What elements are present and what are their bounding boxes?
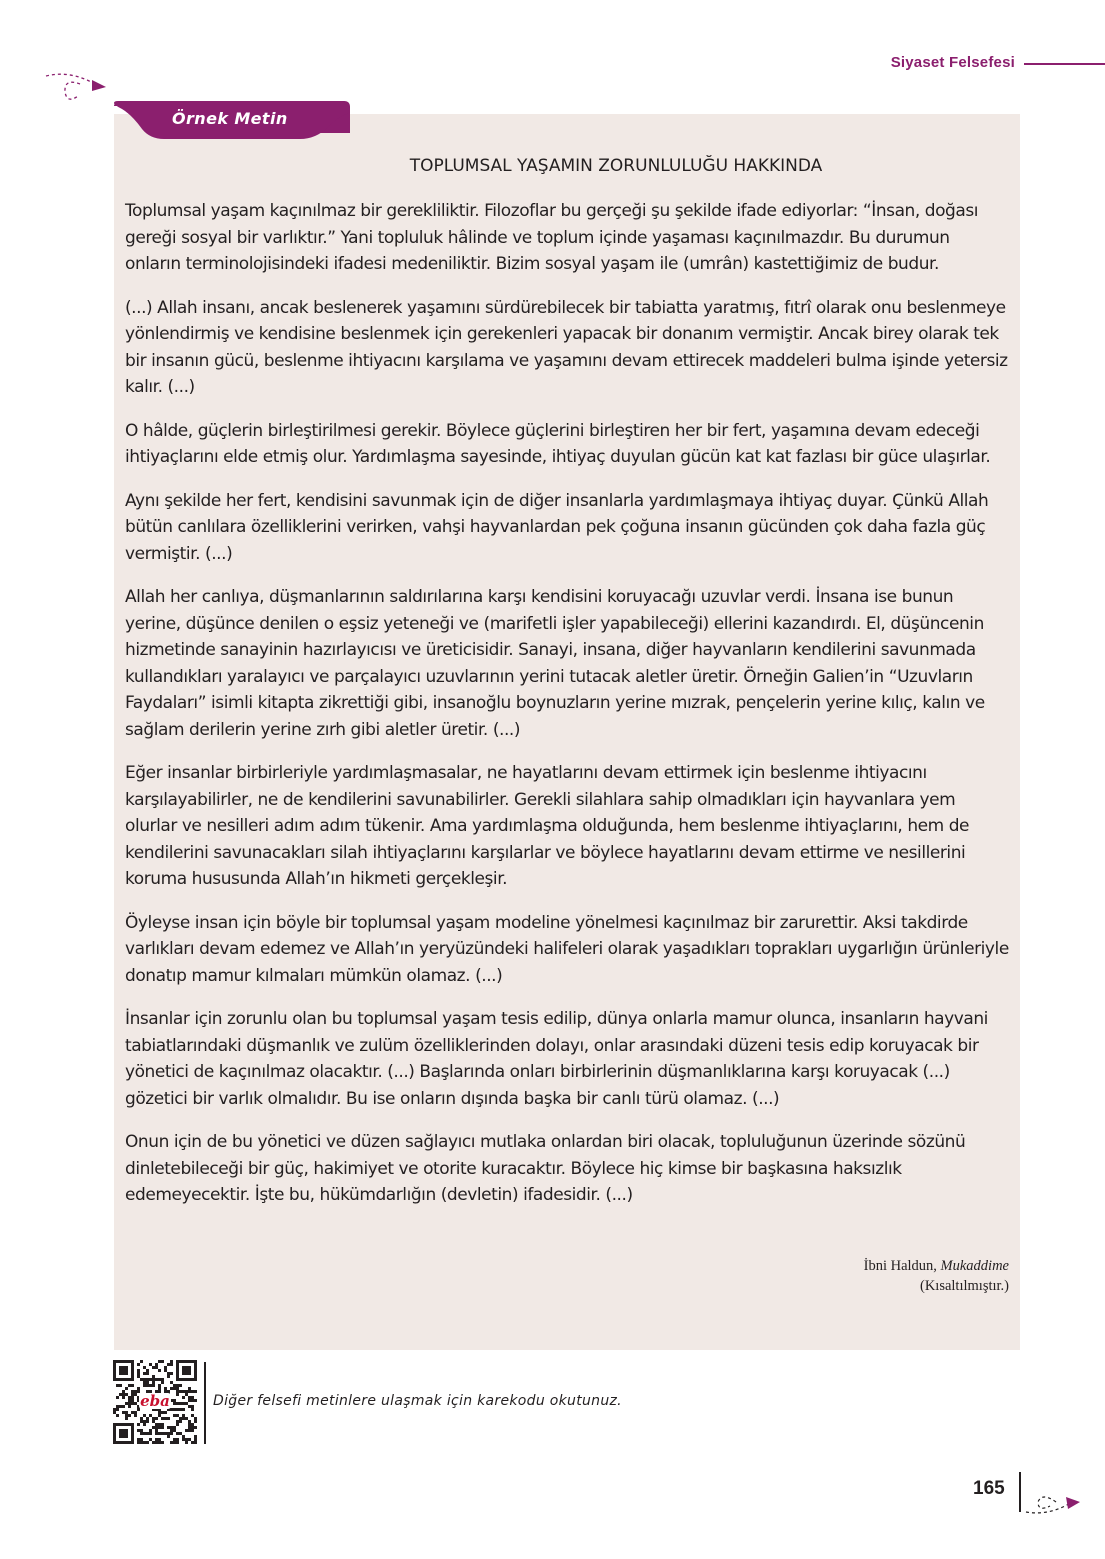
paragraph: Öyleyse insan için böyle bir toplumsal yaşam modeline yönelmesi kaçınılmaz bir zarurettir. Aksi takdirde varlıkları devam edemez ve Allah’ın yeryüzündeki halifeleri olarak yaşadıkları toprakları uygarlığın ürünleriyle donatıp mamur kılmaları mümkün olamaz. (...) — [125, 912, 1009, 986]
paragraph: (...) Allah insanı, ancak beslenerek yaşamını sürdürebilecek bir tabiatta yaratmış, fıtrî olarak onu beslenmeye yönlendirmiş ve kendisine beslenmek için gerekenleri yapacak bir donanım vermiştir. Ancak birey olarak tek bir insanın gücü, beslenme ihtiyacını karşılama ve yaşamını devam ettirecek maddeleri bulma işinde yetersiz kalır. (...) — [125, 297, 1008, 397]
paragraph: Allah her canlıya, düşmanlarının saldırılarına karşı kendisini koruyacağı uzuvlar verdi. İnsana ise bunun yerine, düşünce denilen o eşsiz yeteneği ve (marifetli işler yapabileceği) ellerini kazandırdı. El, düşüncenin hizmetinde sanayinin hazırlayıcısı ve üreticisidir. Sanayi, insana, diğer hayvanların kendilerini savunmada kullandıkları yaralayıcı ve parçalayıcı uzuvlarının yerini tutacak aletler üretir. Örneğin Galien’in “Uzuvların Faydaları” isimli kitapta zikrettiği gibi, insanoğlu boynuzların yerine mızrak, pençelerin yerine kılıç, kalın ve sağlam derilerin yerine zırh gibi aletler üretir. (...) — [125, 587, 985, 740]
section-title: Siyaset Felsefesi — [890, 54, 1015, 71]
paragraph: Toplumsal yaşam kaçınılmaz bir gerekliliktir. Filozoflar bu gerçeği şu şekilde ifade ediyorlar: “İnsan, doğası gereği sosyal bir varlıktır.” Yani topluluk hâlinde ve toplum içinde yaşaması kaçınılmazdır. Bu durumun onların terminolojisindeki ifadesi medeniliktir. Bizim sosyal yaşam ile (umrân) kastettiğimiz de budur. — [125, 201, 979, 274]
paragraph: Onun için de bu yönetici ve düzen sağlayıcı mutlaka onlardan biri olacak, topluluğunun üzerinde sözünü dinletebileceği bir güç, hakimiyet ve otorite kuracaktır. Böylece hiç kimse bir başkasına haksızlık edemeyecektir. İşte bu, hükümdarlığın (devletin) ifadesidir. (...) — [125, 1132, 966, 1205]
page-number: 165 — [973, 1478, 1005, 1499]
qr-caption: Diğer felsefi metinlere ulaşmak için karekodu okutunuz. — [213, 1393, 622, 1409]
paragraph: Aynı şekilde her fert, kendisini savunmak için de diğer insanlarla yardımlaşmaya ihtiyaç duyar. Çünkü Allah bütün canlılara özelliklerini verirken, vahşi hayvanlardan pek çoğuna insanın gücünden çok daha fazla güç vermiştir. (...) — [125, 490, 989, 564]
body-text — [125, 198, 1009, 1209]
page-number-divider — [1019, 1472, 1021, 1512]
dashed-arrow-icon — [40, 70, 110, 106]
source-author: İbni Haldun, — [863, 1258, 941, 1274]
text-title: TOPLUMSAL YAŞAMIN ZORUNLULUĞU HAKKINDA — [409, 156, 823, 176]
dashed-arrow-icon — [1024, 1482, 1084, 1518]
tab-label: Örnek Metin — [172, 109, 288, 128]
paragraph: İnsanlar için zorunlu olan bu toplumsal yaşam tesis edilip, dünya onlarla mamur olunca, insanların hayvani tabiatlarındaki düşmanlık ve zulüm özelliklerinden dolayı, onlar arasındaki düzeni tesis edip koruyacak bir yönetici de kaçınılmaz olacaktır. (...) Başlarında onları birbirlerinin düşmanlıklarına karşı koruyacak (...) gözetici bir varlık olmalıdır. Bu ise onların dışında başka bir canlı türü olamaz. (...) — [125, 1009, 988, 1109]
paragraph: Eğer insanlar birbirleriyle yardımlaşmasalar, ne hayatlarını devam ettirmek için beslenme ihtiyacını karşılayabilirler, ne de kendilerini savunabilirler. Gerekli silahlara sahip olmadıkları için hayvanlara yem olurlar ve nesilleri adım adım tükenir. Ama yardımlaşma olduğunda, hem beslenme ihtiyaçlarını, hem de kendilerini savunacakları silah ihtiyaçlarını karşılarlar ve böylece hayatlarını devam ettirme ve nesillerini koruma hususunda Allah’ın hikmeti gerçekleşir. — [125, 763, 970, 889]
source-work: Mukaddime — [940, 1258, 1009, 1274]
source-note: (Kısaltılmıştır.) — [919, 1278, 1009, 1294]
source-citation — [864, 1256, 1009, 1296]
qr-divider — [204, 1362, 206, 1444]
paragraph: O hâlde, güçlerin birleştirilmesi gerekir. Böylece güçlerini birleştiren her bir fert, yaşamına devam edeceği ihtiyaçlarını elde etmiş olur. Yardımlaşma sayesinde, ihtiyaç duyulan gücün kat kat fazlası bir güce ulaşırlar. — [125, 420, 991, 467]
header-rule — [1024, 63, 1105, 65]
eba-logo: eba — [140, 1392, 170, 1410]
qr-code[interactable] — [113, 1360, 197, 1444]
